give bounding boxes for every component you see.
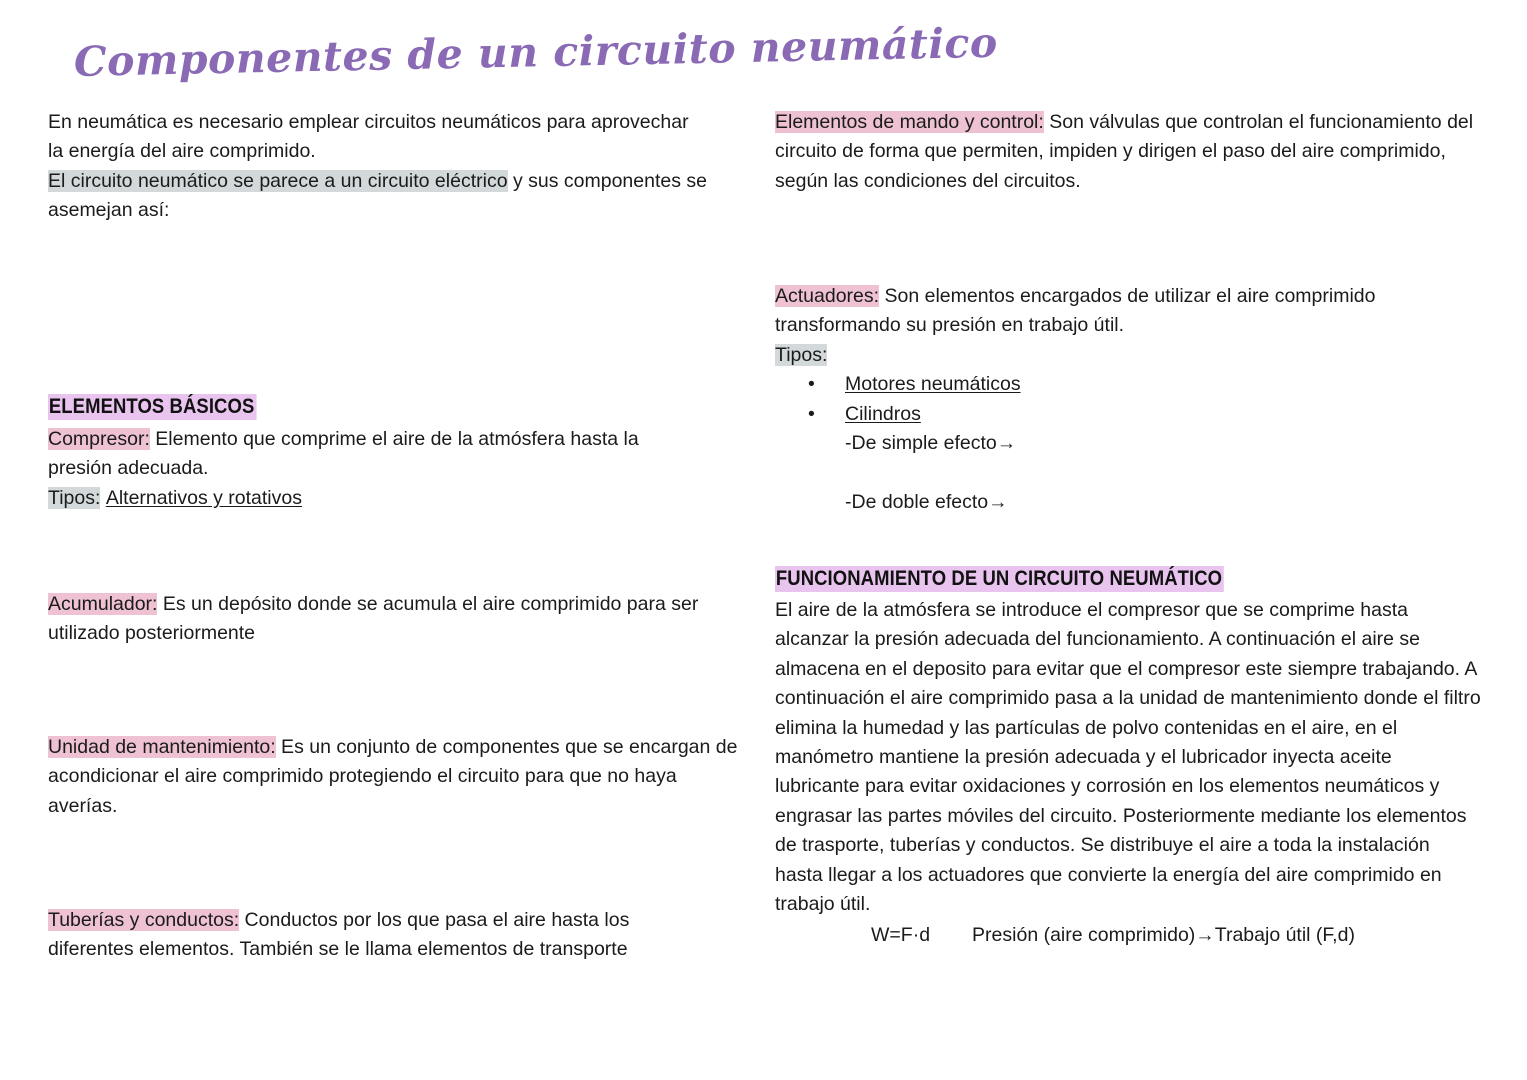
compresor-tipos [48, 484, 708, 513]
cilindro-subitem-doble: -De doble efecto→ [845, 490, 1008, 513]
work-formula: W=F·d [871, 924, 931, 946]
acumulador-block [48, 590, 760, 649]
tuberias-definition [48, 906, 698, 965]
actuadores-block [775, 282, 1465, 517]
compresor-term: Compresor: [48, 428, 150, 450]
pressure-work-relation: Presión (aire comprimido)→Trabajo útil (F,d) [972, 924, 1355, 946]
actuadores-definition [775, 282, 1465, 341]
intro-highlight: El circuito neumático se parece a un circuito eléctrico [48, 169, 508, 192]
intro-line-4 [48, 196, 760, 225]
compresor-tipos-label: Tipos: [48, 486, 101, 509]
subitem-spacer [775, 458, 1465, 487]
tuberias-body: Conductos por los que pasa el aire hasta los diferentes elementos. También se le llama elementos de transporte [48, 909, 630, 961]
unidad-mantenimiento-body: Es un conjunto de componentes que se encargan de acondicionar el aire comprimido protegiendo el circuito para que no haya averías. [48, 736, 738, 817]
intro-text-4: asemejan así: [48, 199, 170, 222]
intro-line-1 [48, 108, 760, 137]
funcionamiento-body-block [775, 596, 1481, 919]
compresor-body: Elemento que comprime el aire de la atmósfera hasta la presión adecuada. [48, 428, 639, 480]
intro-text-2: la energía del aire comprimido. [48, 140, 316, 163]
unidad-mantenimiento-block [48, 733, 748, 821]
mando-control-block [775, 108, 1475, 196]
compresor-block [48, 425, 708, 513]
intro-text-1: En neumática es necesario emplear circuitos neumáticos para aprovechar [48, 111, 689, 133]
tuberias-term: Tuberías y conductos: [48, 909, 240, 931]
funcionamiento-heading-label: FUNCIONAMIENTO DE UN CIRCUITO NEUMÁTICO [775, 567, 1223, 590]
intro-line-2 [48, 137, 760, 166]
acumulador-definition [48, 590, 760, 649]
actuadores-term: Actuadores: [775, 285, 880, 307]
bullet-label: Motores neumáticos [845, 373, 1021, 396]
mando-control-body: Son válvulas que controlan el funcionamiento del circuito de forma que permiten, impiden y dirigen el paso del aire comprimido, según las condiciones del circuitos. [775, 111, 1474, 192]
intro-text-3: y sus componentes se [507, 169, 707, 192]
formula-block [871, 921, 1355, 950]
cilindro-subitem-simple: -De simple efecto→ [845, 432, 1017, 455]
mando-control-definition [775, 108, 1475, 196]
funcionamiento-heading [775, 566, 1285, 592]
tuberias-block [48, 906, 698, 965]
unidad-mantenimiento-term: Unidad de mantenimiento: [48, 736, 276, 758]
actuadores-body: Son elementos encargados de utilizar el aire comprimido transformando su presión en trabajo útil. [775, 285, 1376, 337]
bullet-dot-icon: • [808, 373, 815, 396]
list-item [775, 400, 1465, 429]
elementos-basicos-heading-label: ELEMENTOS BÁSICOS [48, 395, 255, 418]
actuadores-tipos [775, 341, 1465, 370]
bullet-label: Cilindros [845, 402, 921, 425]
compresor-tipos-value: Alternativos y rotativos [105, 486, 302, 509]
intro-paragraph [48, 108, 760, 226]
funcionamiento-body: El aire de la atmósfera se introduce el compresor que se comprime hasta alcanzar la presión adecuada del funcionamiento. A continuación el aire se almacena en el deposito para evitar que el compresor este siempre trabajando. A continuación el aire comprimido pasa a la unidad de mantenimiento donde el filtro elimina la humedad y las partículas de polvo contenidas en el aire, en el manómetro mantiene la presión adecuada y el lubricador inyecta aceite lubricante para evitar oxidaciones y corrosión en los elementos neumáticos y engrasar las partes móviles del circuito. Posteriormente mediante los elementos de trasporte, tuberías y conductos. Se distribuye el aire a toda la instalación hasta llegar a los actuadores que convierte la energía del aire comprimido en trabajo útil. [775, 599, 1481, 916]
elementos-basicos-heading [48, 394, 285, 420]
actuadores-bullet-list [775, 370, 1465, 429]
unidad-mantenimiento-definition [48, 733, 748, 821]
acumulador-body: Es un depósito donde se acumula el aire comprimido para ser utilizado posteriormente [48, 593, 699, 645]
compresor-definition [48, 425, 708, 484]
intro-line-3 [48, 167, 760, 196]
list-item [775, 370, 1465, 399]
actuadores-tipos-label: Tipos: [775, 343, 828, 366]
page-title: Componentes de un circuito neumático [73, 18, 999, 86]
acumulador-term: Acumulador: [48, 593, 158, 615]
formula-row [871, 921, 1355, 950]
mando-control-term: Elementos de mando y control: [775, 111, 1044, 133]
bullet-dot-icon: • [808, 402, 815, 425]
